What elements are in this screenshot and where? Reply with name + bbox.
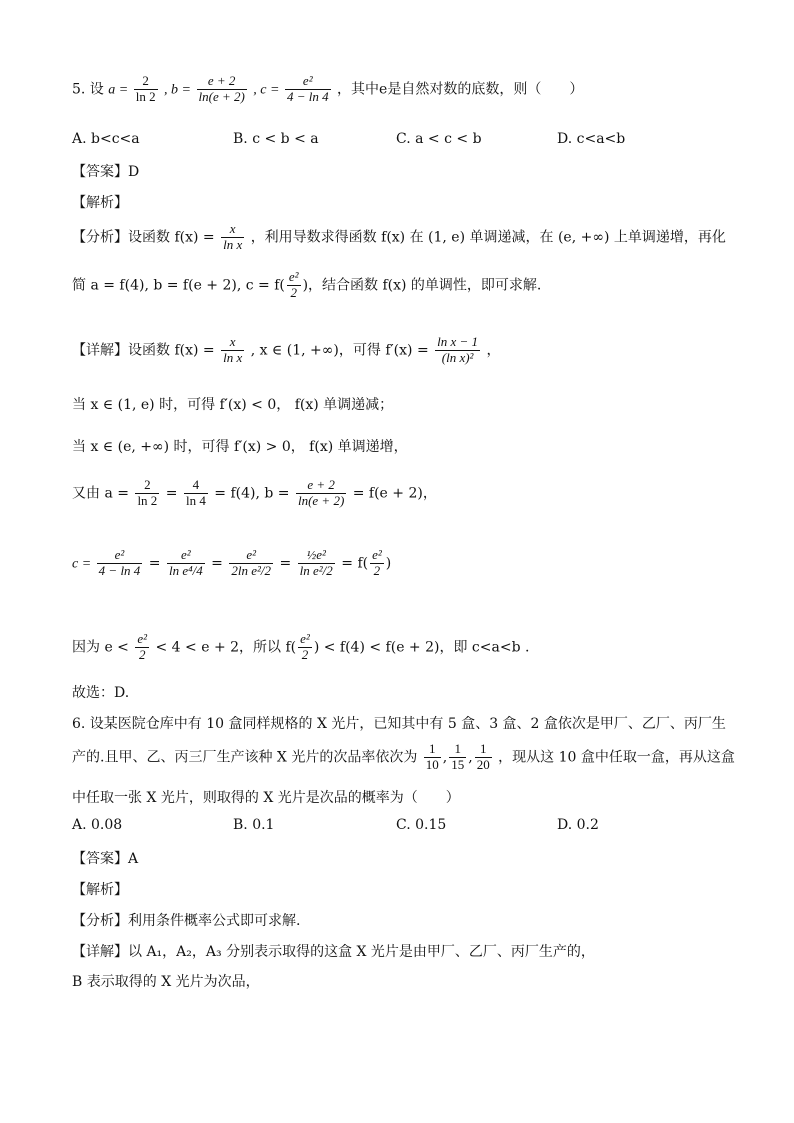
frac-fx-num: x — [221, 222, 244, 238]
frac-b-num: e + 2 — [197, 74, 247, 90]
frac-e2-2 — [287, 270, 301, 301]
q5-xiangjie-line1 — [72, 335, 501, 366]
frac-q6-2-num: 1 — [449, 742, 466, 758]
frac-e2-num: e² — [288, 269, 299, 284]
q5-option-b: B. c < b < a — [233, 131, 319, 147]
q5-cl-a: c = — [72, 556, 95, 572]
frac-xj2-den: (ln x)² — [441, 349, 474, 365]
frac-cl3 — [229, 548, 273, 579]
q5-cl-eq3: = — [279, 555, 296, 572]
frac-cl1 — [97, 548, 143, 579]
frac-cl2-num: e² — [167, 548, 205, 564]
q6-option-a: A. 0.08 — [72, 817, 123, 833]
q5-yw-a: 因为 e < — [72, 639, 134, 656]
frac-c-num: e² — [285, 74, 331, 90]
frac-yy3-num: e + 2 — [296, 478, 346, 494]
frac-cl4-den: ln e²/2 — [299, 562, 333, 578]
frac-yy2 — [184, 478, 208, 509]
q6-stem-line2: 产的.且甲、乙、丙三厂生产该种 X 光片的次品率依次为 $\frac{1}{10}$ , $\frac{1}{15}$ , $\frac{1}{20}$ ，现从这 10 盒中任取一盒，再从这盒 — [72, 741, 735, 772]
q5-fenxi-text2a: 简 a = f(4), b = f(e + 2), c = f( — [72, 277, 285, 294]
frac-c — [285, 74, 331, 105]
frac-fx — [221, 222, 244, 253]
frac-yy2-den: ln 4 — [185, 492, 206, 508]
frac-xj2-num: ln x − 1 — [437, 334, 479, 349]
frac-xj1-den: ln x — [223, 349, 243, 365]
q6-option-b: B. 0.1 — [233, 817, 275, 833]
q5-stem — [72, 74, 583, 105]
q6-line2b: ，现从这 10 盒中任取一盒，再从这盒 — [498, 749, 735, 766]
frac-cl2-den: ln e⁴/4 — [168, 562, 203, 578]
frac-yw1-num: e² — [137, 631, 148, 646]
q5-fenxi-line1 — [72, 222, 726, 253]
q5-c-line — [72, 548, 391, 579]
q6-option-d: D. 0.2 — [557, 817, 599, 833]
q5-youyou-line — [72, 478, 437, 509]
frac-fx-den: ln x — [223, 236, 243, 252]
q5-fenxi-line2 — [72, 270, 541, 301]
frac-q6-1-den: 10 — [425, 756, 439, 772]
frac-yy1-num: 2 — [135, 478, 159, 494]
q6-answer: 【答案】A — [72, 851, 139, 867]
frac-cl1-num: e² — [97, 548, 143, 564]
q5-cl-eq2: = — [211, 555, 228, 572]
frac-cl1-den: 4 − ln 4 — [98, 562, 141, 578]
q5-stem-suffix: ，其中e是自然对数的底数，则（ ） — [337, 81, 584, 98]
frac-q6-3 — [475, 742, 492, 773]
q5-cl-eq1: = — [148, 555, 165, 572]
q5-xj-text1: 【详解】设函数 f(x) = — [72, 342, 220, 359]
q5-yw-c: ) < f(4) < f(e + 2)，即 c<a<b . — [313, 639, 530, 656]
frac-cl3-den: 2ln e²/2 — [231, 562, 272, 578]
q5-analysis-head: 【解析】 — [72, 195, 128, 211]
frac-xj2 — [435, 335, 480, 366]
frac-cl4-num: ½e² — [298, 548, 335, 564]
q5-yy-a: 又由 a = — [72, 485, 134, 502]
q5-yy-mid: = f(4), b = — [214, 485, 294, 502]
q5-xj-text1b: , x ∈ (1, +∞)，可得 f′(x) = — [250, 342, 434, 359]
frac-yw2-num: e² — [300, 631, 310, 646]
var-a: a = — [108, 82, 132, 98]
q6-analysis-head: 【解析】 — [72, 882, 128, 898]
q5-cl-tail-a: = f( — [341, 555, 369, 572]
q6-stem-line1: 6. 设某医院仓库中有 10 盒同样规格的 X 光片，已知其中有 5 盒、3 盒、2 盒依次是甲厂、乙厂、丙厂生 — [72, 716, 726, 732]
frac-q6-2-den: 15 — [451, 756, 465, 772]
frac-q6-2 — [449, 742, 466, 773]
q5-fenxi-text1: 【分析】设函数 f(x) = — [72, 229, 220, 246]
frac-xj1 — [221, 335, 244, 366]
frac-yy2-num: 4 — [184, 478, 208, 494]
q5-yinwei-line — [72, 632, 529, 663]
frac-q6-1 — [424, 742, 441, 773]
q5-line-increasing: 当 x ∈ (e, +∞) 时，可得 f′(x) > 0， f(x) 单调递增， — [72, 439, 408, 455]
q6-stem-line3: 中任取一张 X 光片，则取得的 X 光片是次品的概率为（ ） — [72, 790, 460, 806]
frac-yw2-den: 2 — [301, 646, 309, 662]
frac-yw1 — [135, 632, 149, 663]
frac-xj1-num: x — [221, 335, 244, 351]
q5-stem-prefix: 5. 设 — [72, 81, 104, 98]
frac-cl2 — [167, 548, 205, 579]
frac-cl4 — [298, 548, 335, 579]
q5-yy-end: = f(e + 2)， — [352, 485, 437, 502]
q6-xiangjie: 【详解】以 A₁，A₂，A₃ 分别表示取得的这盒 X 光片是由甲厂、乙厂、丙厂生产的， — [72, 944, 595, 960]
q6-line2a: 产的.且甲、乙、丙三厂生产该种 X 光片的次品率依次为 — [72, 749, 422, 766]
q5-cl-tail-b: ) — [385, 555, 392, 572]
q5-fenxi-text2b: )，结合函数 f(x) 的单调性，即可求解. — [302, 277, 542, 294]
q5-option-a: A. b<c<a — [72, 131, 140, 147]
q5-answer: 【答案】D — [72, 164, 140, 180]
frac-yy3-den: ln(e + 2) — [297, 492, 345, 508]
q5-option-c: C. a < c < b — [396, 131, 482, 147]
frac-cl3-num: e² — [229, 548, 273, 564]
var-b: , b = — [164, 82, 195, 98]
q6-fenxi: 【分析】利用条件概率公式即可求解. — [72, 913, 301, 929]
q6-last-line: B 表示取得的 X 光片为次品， — [72, 974, 260, 990]
q5-yy-eq: = — [165, 485, 182, 502]
frac-c-den: 4 − ln 4 — [286, 88, 329, 104]
frac-a — [134, 74, 158, 105]
var-c: , c = — [253, 82, 283, 98]
frac-q6-3-num: 1 — [475, 742, 492, 758]
frac-yy1 — [135, 478, 159, 509]
frac-a-den: ln 2 — [135, 88, 156, 104]
frac-yy3 — [296, 478, 346, 509]
frac-e2-den: 2 — [290, 284, 297, 300]
q5-guxuan: 故选：D. — [72, 685, 130, 701]
frac-cl5-num: e² — [372, 547, 382, 562]
frac-b-den: ln(e + 2) — [198, 88, 245, 104]
frac-yw1-den: 2 — [138, 646, 146, 662]
frac-q6-3-den: 20 — [476, 756, 490, 772]
frac-b — [197, 74, 247, 105]
frac-cl5-den: 2 — [373, 562, 381, 578]
q5-yw-b: < 4 < e + 2，所以 f( — [155, 639, 297, 656]
frac-a-num: 2 — [134, 74, 158, 90]
q5-xj-text1c: ， — [486, 342, 501, 359]
frac-q6-1-num: 1 — [424, 742, 441, 758]
frac-yw2 — [298, 632, 312, 663]
frac-cl5 — [370, 548, 384, 579]
q6-option-c: C. 0.15 — [396, 817, 447, 833]
q5-option-d: D. c<a<b — [557, 131, 626, 147]
frac-yy1-den: ln 2 — [137, 492, 158, 508]
q5-line-decreasing: 当 x ∈ (1, e) 时，可得 f′(x) < 0， f(x) 单调递减； — [72, 397, 394, 413]
q5-fenxi-text1b: ，利用导数求得函数 f(x) 在 (1, e) 单调递减，在 (e, +∞) 上单调递增，再化 — [250, 229, 726, 246]
